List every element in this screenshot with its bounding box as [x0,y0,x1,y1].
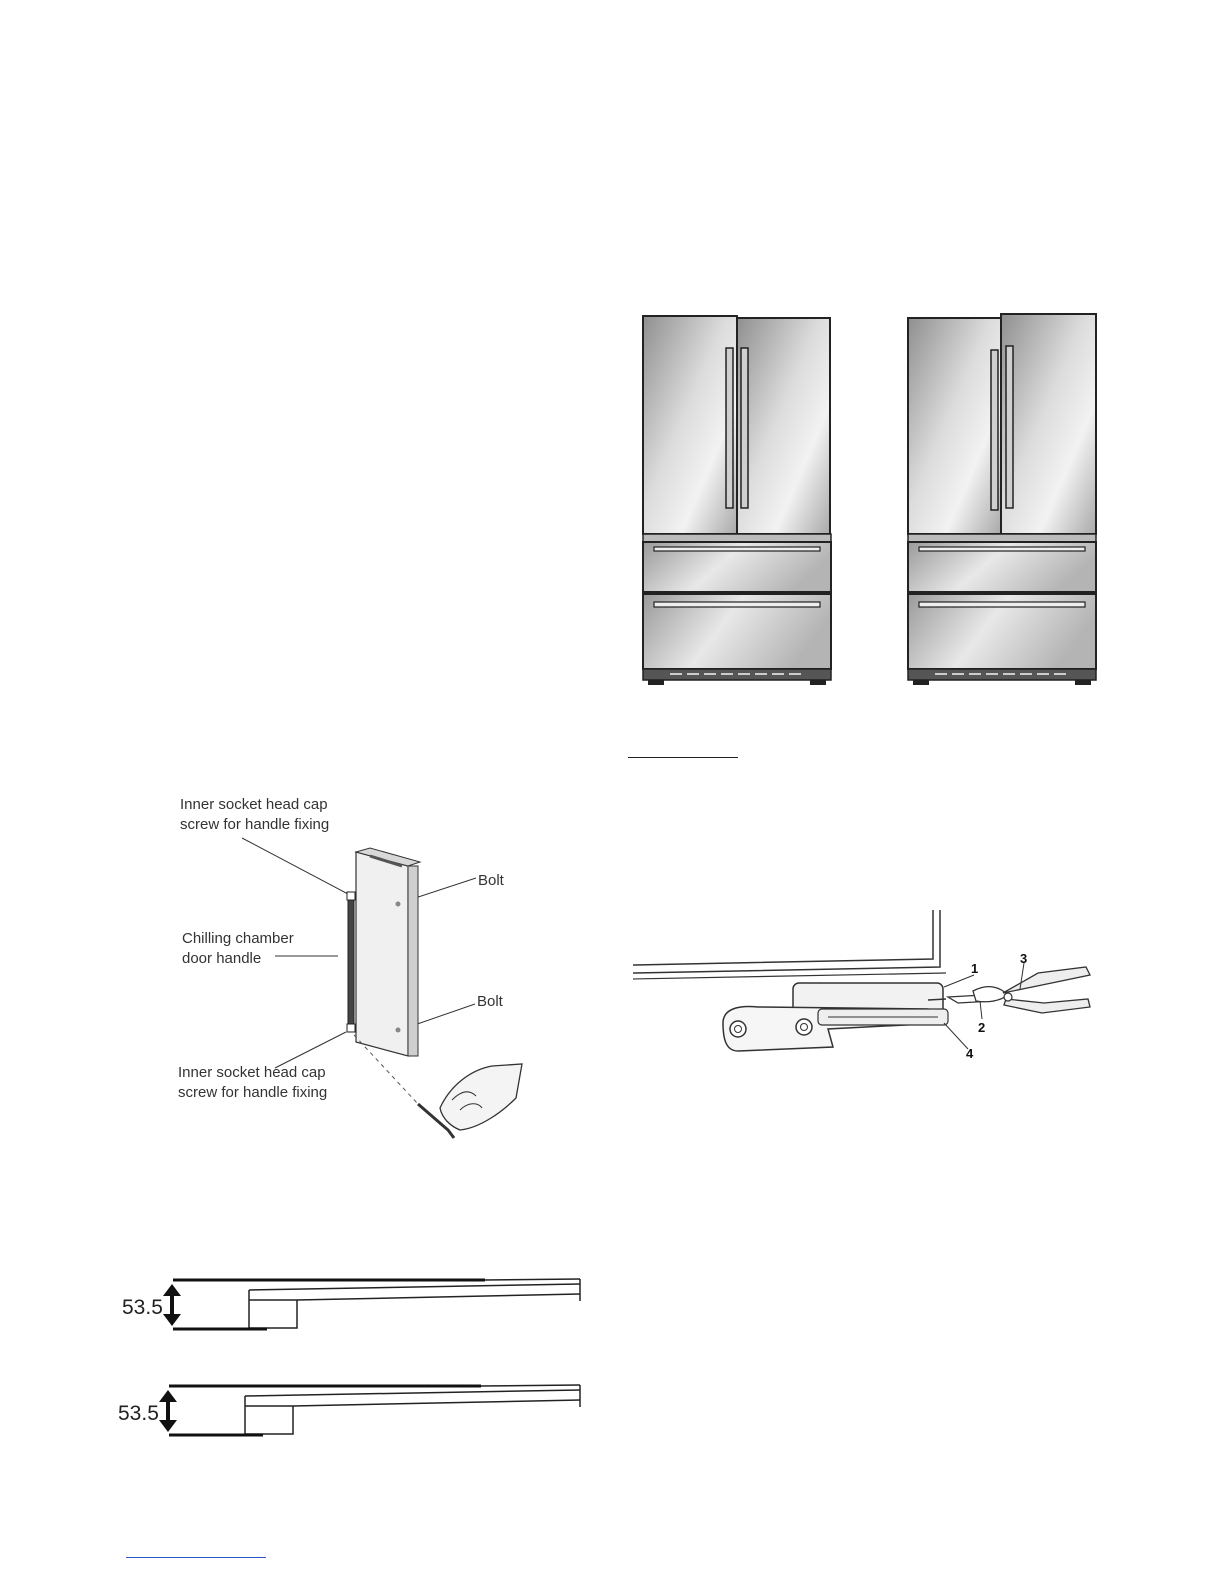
label-handle-line1: Chilling chamber [182,930,294,947]
pliers-icon [928,967,1090,1013]
callout-3: 3 [1020,951,1028,966]
hand-icon [440,1064,522,1130]
label-bottom-screw-line2: screw for handle fixing [178,1084,328,1101]
label-handle-line2: door handle [182,950,262,967]
section-rule [628,757,738,758]
hinge-pliers-figure [628,905,1098,1070]
label-top-screw-line1: Inner socket head cap [180,796,328,813]
callout-2: 2 [978,1020,986,1035]
bolt-top-marker [396,902,401,907]
dimension-bottom-value: 53.5 [118,1402,159,1425]
label-bolt-top: Bolt [478,872,504,889]
hinge-assembly [723,983,948,1051]
door-alignment-dimension-figure [115,1272,585,1447]
refrigerator-left [643,316,831,685]
callout-1: 1 [971,961,979,976]
footer-link-underline [126,1557,266,1558]
label-top-screw-line2: screw for handle fixing [180,816,330,833]
refrigerator-right [908,314,1096,685]
label-bottom-screw-line1: Inner socket head cap [178,1064,326,1081]
door-alignment-top [122,1279,580,1329]
dimension-top-value: 53.5 [122,1296,163,1319]
door-alignment-bottom [118,1385,580,1435]
handle-installation-figure [170,790,540,1150]
bolt-bottom-marker [396,1028,401,1033]
dimension-arrow-top [163,1284,181,1326]
door-handle [347,892,355,1032]
dimension-arrow-bottom [159,1390,177,1432]
callout-4: 4 [966,1046,974,1061]
label-bolt-bottom: Bolt [477,993,503,1010]
door-panel [356,848,420,1056]
refrigerators-figure [640,310,1100,690]
